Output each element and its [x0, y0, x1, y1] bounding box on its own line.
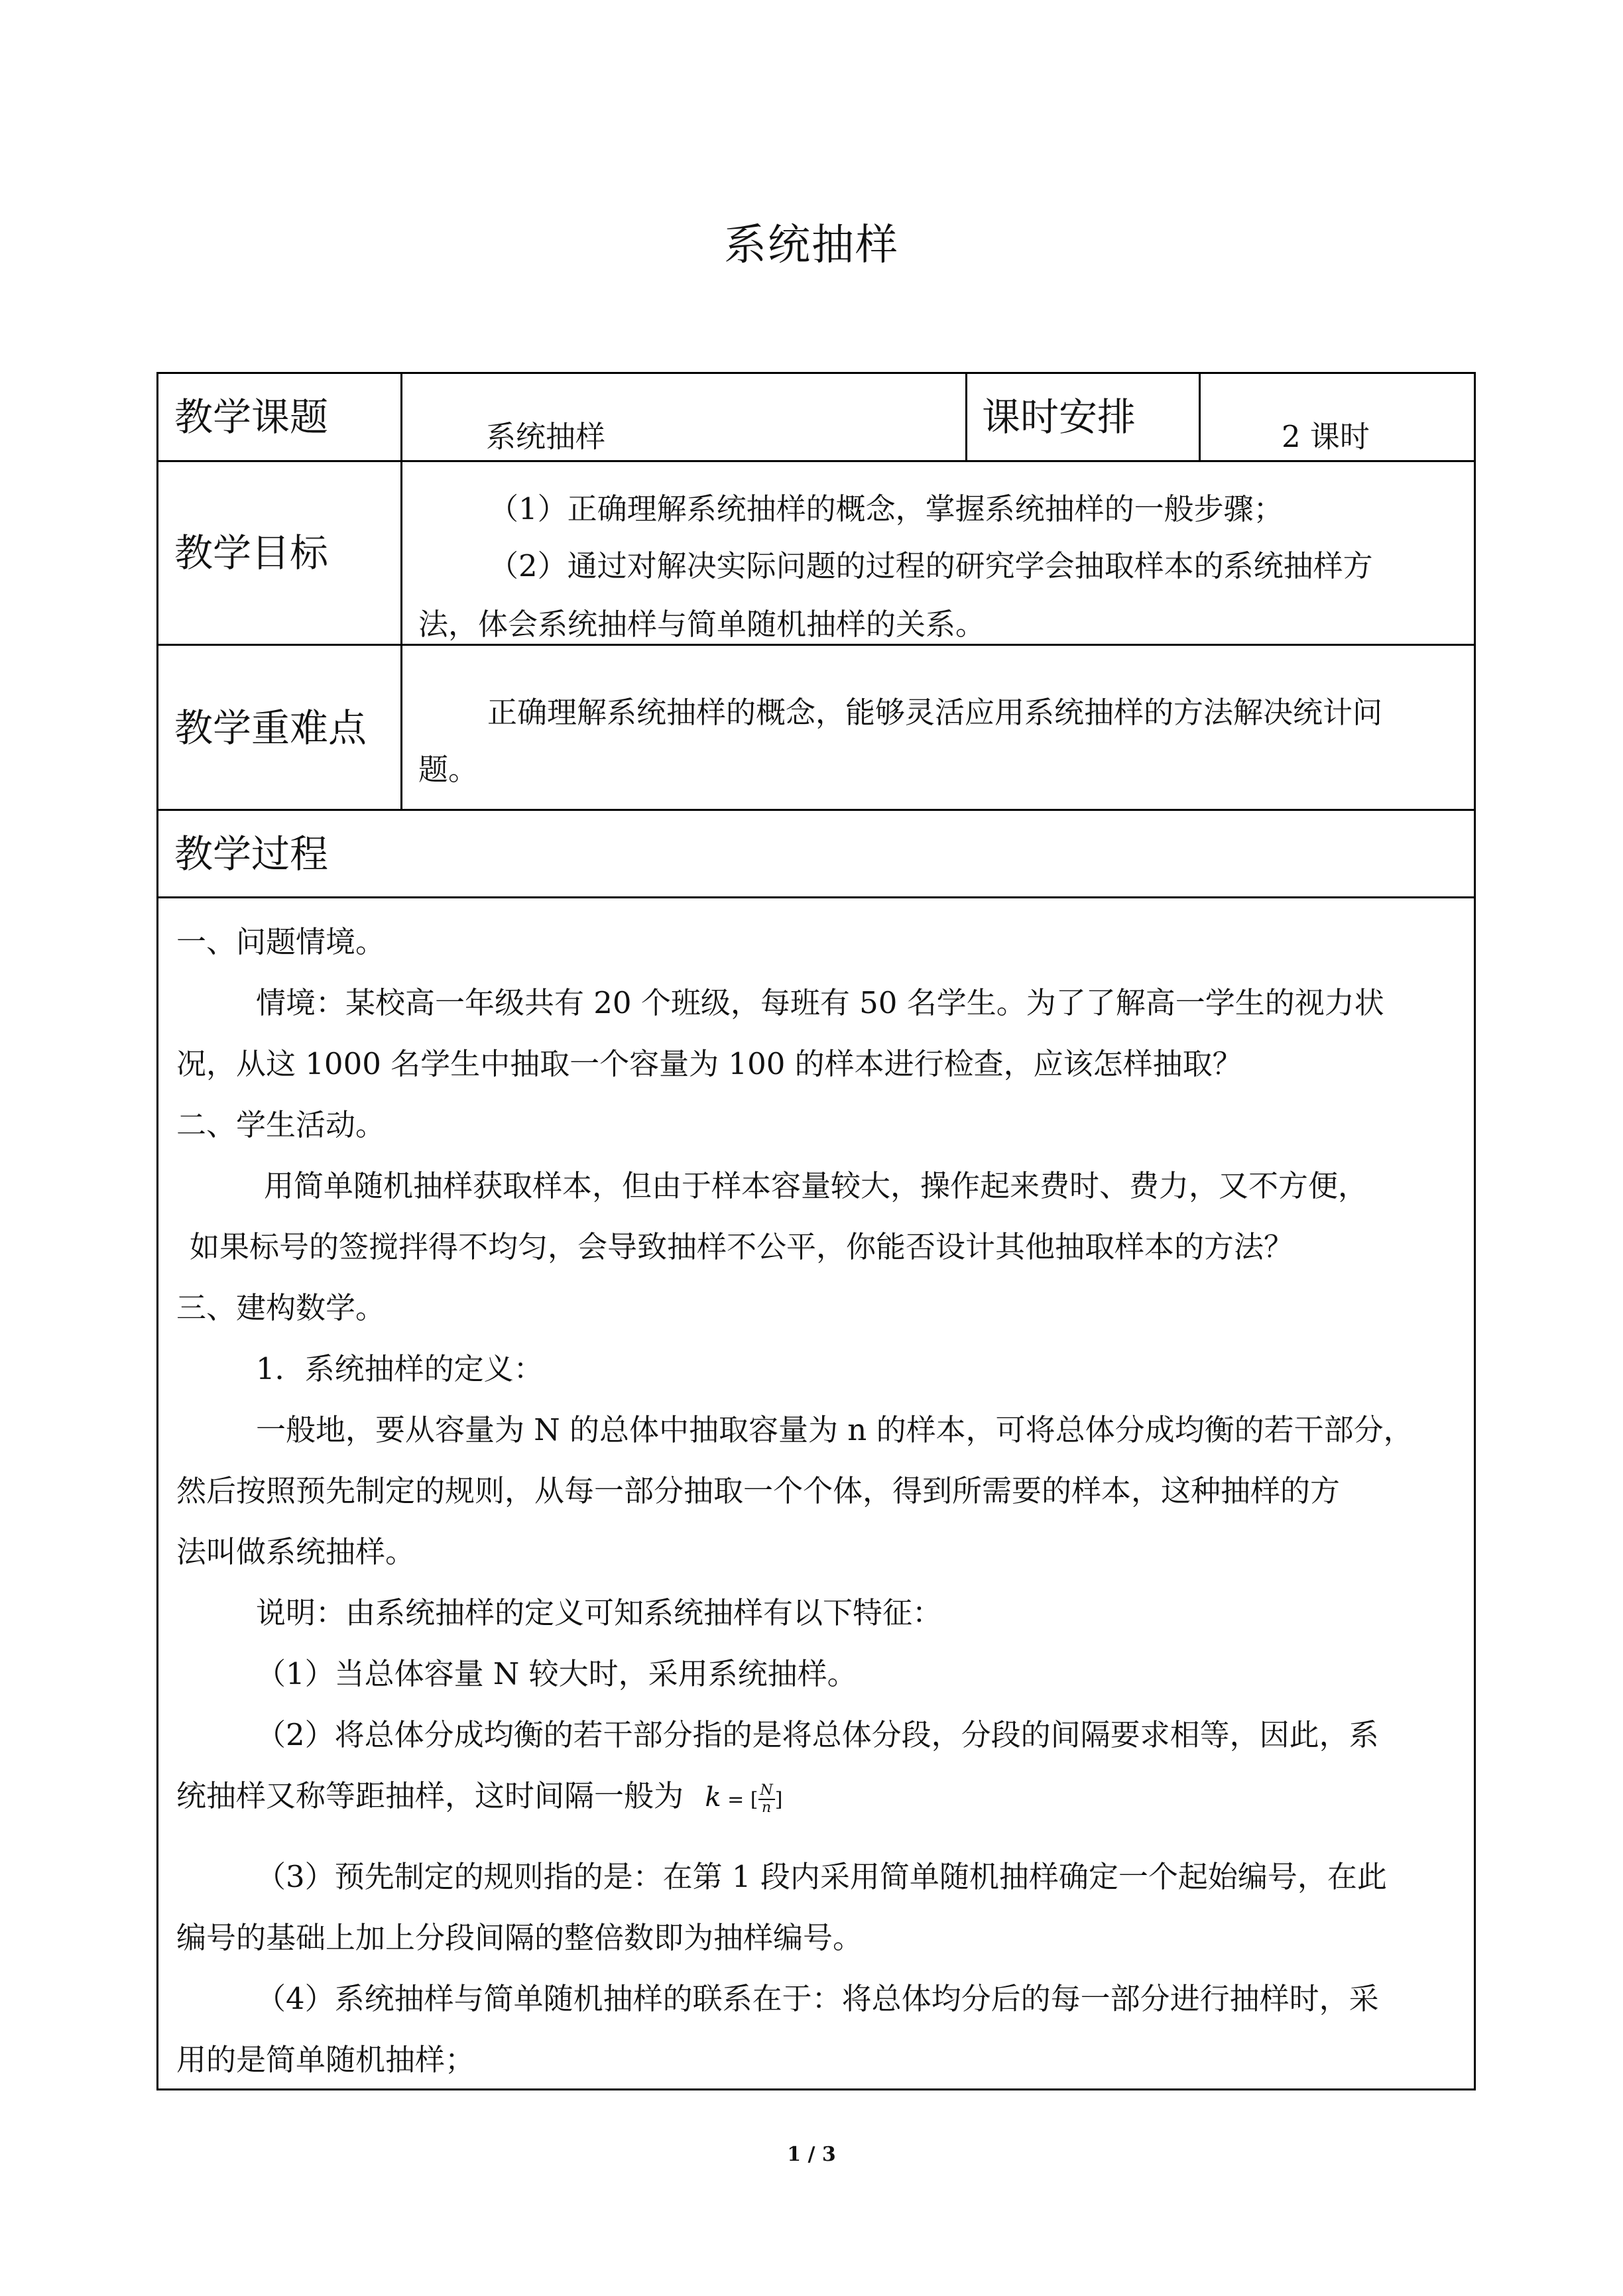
formula-k: k	[705, 1782, 721, 1813]
formula-denominator: n	[762, 1799, 772, 1816]
activity-line-2: 如果标号的签搅拌得不均匀，会导致抽样不公平，你能否设计其他抽取样本的方法？	[190, 1229, 1294, 1264]
feature-4-line-1: （4）系统抽样与简单随机抽样的联系在于：将总体均分后的每一部分进行抽样时，采	[256, 1981, 1379, 2016]
problem-line-1: 情境：某校高一年级共有 20 个班级，每班有 50 名学生。为了了解高一学生的视力状	[256, 985, 1384, 1020]
label-objectives-cell	[156, 460, 402, 646]
label-keypoints: 教学重难点	[174, 705, 367, 751]
objective-line-3: 法，体会系统抽样与简单随机抽样的关系。	[418, 607, 986, 642]
formula-numerator: N	[758, 1783, 775, 1800]
heading-problem: 一、问题情境。	[176, 924, 386, 959]
label-keypoints-cell	[156, 644, 402, 811]
feature-3-line-2: 编号的基础上加上分段间隔的整倍数即为抽样编号。	[176, 1920, 863, 1955]
topic-value: 系统抽样	[486, 419, 606, 454]
formula-eq: = [	[721, 1788, 758, 1811]
feature-4-line-2: 用的是简单随机抽样；	[176, 2042, 475, 2077]
formula-close: ]	[774, 1788, 783, 1811]
formula-fraction	[758, 1783, 775, 1816]
process-cell	[156, 896, 1476, 2090]
definition-line-3: 法叫做系统抽样。	[176, 1534, 416, 1569]
keypoint-line-2: 题。	[418, 752, 479, 787]
activity-line-1: 用简单随机抽样获取样本，但由于样本容量较大，操作起来费时、费力，又不方便，	[264, 1168, 1368, 1203]
label-process: 教学过程	[174, 831, 329, 876]
label-objectives: 教学目标	[174, 530, 329, 575]
feature-2-line-1: （2）将总体分成均衡的若干部分指的是将总体分段，分段的间隔要求相等，因此，系	[256, 1717, 1379, 1752]
heading-activity: 二、学生活动。	[176, 1107, 386, 1142]
objective-line-1: （1）正确理解系统抽样的概念，掌握系统抽样的一般步骤；	[489, 491, 1284, 526]
objectives-cell	[400, 460, 1476, 646]
hours-value: 2 课时	[1282, 419, 1370, 454]
definition-heading: 1．系统抽样的定义：	[256, 1351, 544, 1386]
interval-formula	[705, 1782, 783, 1816]
feature-2-line-2-text: 统抽样又称等距抽样，这时间隔一般为	[176, 1778, 684, 1813]
label-hours: 课时安排	[982, 394, 1136, 440]
keypoint-line-1: 正确理解系统抽样的概念，能够灵活应用系统抽样的方法解决统计问	[487, 695, 1383, 730]
objective-line-2: （2）通过对解决实际问题的过程的研究学会抽取样本的系统抽样方	[489, 548, 1373, 583]
definition-line-1: 一般地，要从容量为 N 的总体中抽取容量为 n 的样本，可将总体分成均衡的若干部分，	[256, 1412, 1413, 1447]
label-topic-cell	[156, 372, 402, 462]
label-topic: 教学课题	[174, 394, 329, 440]
definition-line-2: 然后按照预先制定的规则，从每一部分抽取一个个体，得到所需要的样本，这种抽样的方	[176, 1473, 1341, 1508]
heading-construct: 三、建构数学。	[176, 1290, 386, 1325]
topic-cell	[400, 372, 967, 462]
keypoints-cell	[400, 644, 1476, 811]
label-process-cell	[156, 809, 1476, 898]
feature-2-line-2	[176, 1766, 1449, 1846]
problem-line-2: 况，从这 1000 名学生中抽取一个容量为 100 的样本进行检查，应该怎样抽取？	[176, 1046, 1242, 1081]
feature-3-line-1: （3）预先制定的规则指的是：在第 1 段内采用简单随机抽样确定一个起始编号，在此	[256, 1859, 1387, 1894]
hours-cell	[1199, 372, 1476, 462]
process-content	[176, 912, 1449, 2090]
label-hours-cell	[965, 372, 1201, 462]
feature-1: （1）当总体容量 N 较大时，采用系统抽样。	[256, 1656, 857, 1691]
note-heading: 说明：由系统抽样的定义可知系统抽样有以下特征：	[256, 1595, 943, 1630]
page-number: 1 / 3	[787, 2143, 836, 2166]
page-title: 系统抽样	[724, 221, 899, 270]
